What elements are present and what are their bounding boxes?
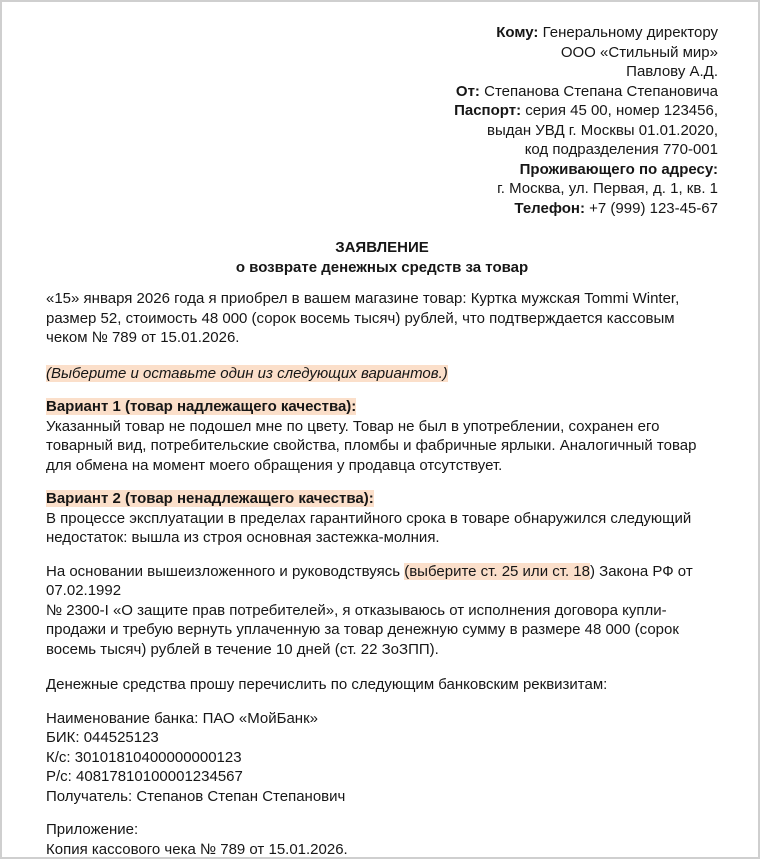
legal-text-part2: ) Закона РФ от 07.02.1992	[46, 562, 693, 599]
option1-section	[46, 397, 718, 475]
header-text: код подразделения 770-001	[524, 141, 718, 158]
bank-recipient-line: Получатель: Степанов Степан Степанович	[46, 787, 346, 805]
instruction-note-text: (Выберите и оставьте один из следующих вариантов.)	[46, 364, 448, 382]
legal-text-part3: № 2300-I «О защите прав потребителей», я отказываюсь от исполнения договора купли-продажи и требую вернуть уплаченную за товар денежную сумму в размере 48 000 (сорок восемь тысяч) рублей в течение 10 дней (ст. 22 ЗоЗПП).	[46, 601, 679, 658]
header-line-address	[46, 179, 718, 199]
header-line-company	[46, 43, 718, 63]
intro-paragraph: «15» января 2026 года я приобрел в вашем магазине товар: Куртка мужская Tommi Winter, размер 52, стоимость 48 000 (сорок восемь тысяч) рублей, что подтверждается кассовым чеком № 789 от 15.01.2026.	[46, 290, 680, 346]
bank-account-line: Р/с: 40817810100001234567	[46, 768, 243, 785]
attachment-body: Копия кассового чека № 789 от 15.01.2026.	[46, 840, 348, 858]
bank-name-line: Наименование банка: ПАО «МойБанк»	[46, 709, 318, 727]
header-line-passport	[46, 101, 718, 121]
option1-body: Указанный товар не подошел мне по цвету. Товар не был в употреблении, сохранен его товарный вид, потребительские свойства, пломбы и фабричные ярлыки. Аналогичный товар для обмена на момент моего обращения у продавца отсутствует.	[46, 417, 697, 474]
option1-heading	[46, 397, 718, 417]
header-line-to	[46, 23, 718, 43]
document-title	[46, 238, 718, 277]
header-label: Проживающего по адресу:	[519, 160, 718, 178]
option2-body: В процессе эксплуатации в пределах гарантийного срока в товаре обнаружился следующий недостаток: вышла из строя основная застежка-молния.	[46, 509, 692, 546]
header-label: От:	[455, 82, 480, 100]
instruction-note	[46, 364, 718, 384]
header-line-from	[46, 82, 718, 102]
header-text: серия 45 00, номер 123456,	[525, 102, 718, 119]
header-line-address-label	[46, 160, 718, 180]
option2-heading	[46, 489, 718, 509]
bank-intro: Денежные средства прошу перечислить по следующим банковским реквизитам:	[46, 676, 608, 693]
header-line-passport-issued	[46, 121, 718, 141]
bank-corr-account-line: К/с: 30101810400000000123	[46, 748, 242, 766]
legal-text-part1: На основании вышеизложенного и руководствуясь	[46, 562, 405, 580]
header-label: Телефон:	[514, 199, 585, 217]
header-text: ООО «Стильный мир»	[560, 43, 718, 61]
legal-article-choice: (выберите ст. 25 или ст. 18	[404, 562, 590, 580]
header-text: Степанова Степана Степановича	[484, 82, 718, 100]
header-line-passport-code	[46, 140, 718, 160]
bank-details	[46, 709, 718, 807]
header-label: Кому:	[496, 24, 539, 41]
header-text: +7 (999) 123-45-67	[589, 199, 718, 217]
document-header	[46, 23, 718, 218]
legal-paragraph	[46, 562, 718, 660]
option2-heading-text: Вариант 2 (товар ненадлежащего качества):	[46, 490, 374, 507]
header-line-phone	[46, 199, 718, 219]
header-text: г. Москва, ул. Первая, д. 1, кв. 1	[497, 180, 718, 197]
header-text: выдан УВД г. Москвы 01.01.2020,	[486, 121, 718, 139]
bank-bik-line: БИК: 044525123	[46, 729, 159, 746]
header-label: Паспорт:	[454, 102, 522, 119]
attachment-heading: Приложение:	[46, 821, 139, 838]
option2-section	[46, 489, 718, 548]
attachment-section	[46, 820, 718, 859]
option1-heading-text: Вариант 1 (товар надлежащего качества):	[46, 398, 357, 415]
header-line-director	[46, 62, 718, 82]
header-text: Павлову А.Д.	[626, 63, 718, 80]
title-line-sub: о возврате денежных средств за товар	[235, 258, 529, 276]
title-line-main: ЗАЯВЛЕНИЕ	[335, 239, 429, 256]
header-text: Генеральному директору	[542, 24, 718, 41]
